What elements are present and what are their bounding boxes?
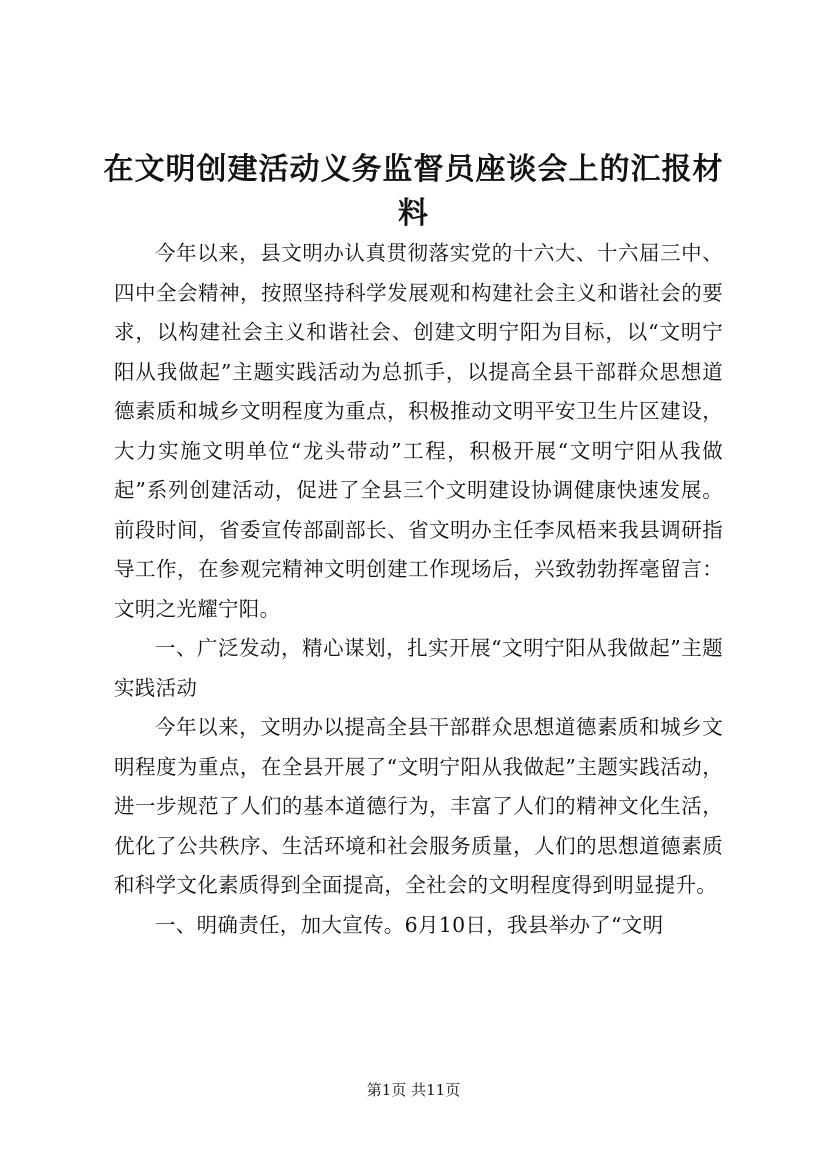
- section-1-paragraph: 今年以来，文明办以提高全县干部群众思想道德素质和城乡文明程度为重点，在全县开展了“文明宁阳从我做起”主题实践活动，进一步规范了人们的基本道德行为，丰富了人们的精神文化生活，优化了公共秩序、生活环境和社会服务质量，人们的思想道德素质和科学文化素质得到全面提高，全社会的文明程度得到明显提升。: [114, 715, 723, 897]
- page-number-footer: 第1页 共11页: [366, 1081, 461, 1099]
- subsection-paragraph: 一、明确责任，加大宣传。6月10日，我县举办了“文明: [155, 912, 664, 937]
- document-body: [114, 234, 723, 945]
- intro-paragraph: 今年以来，县文明办认真贯彻落实党的十六大、十六届三中、四中全会精神，按照坚持科学发展观和构建社会主义和谐社会的要求，以构建社会主义和谐社会、创建文明宁阳为目标，以“文明宁阳从我做起”主题实践活动为总抓手，以提高全县干部群众思想道德素质和城乡文明程度为重点，积极推动文明平安卫生片区建设，大力实施文明单位“龙头带动”工程，积极开展“文明宁阳从我做起”系列创建活动，促进了全县三个文明建设协调健康快速发展。前段时间，省委宣传部副部长、省文明办主任李凤梧来我县调研指导工作，在参观完精神文明创建工作现场后，兴致勃勃挥毫留言：文明之光耀宁阳。: [114, 241, 723, 621]
- section-heading-1: 一、广泛发动，精心谋划，扎实开展“文明宁阳从我做起”主题实践活动: [114, 636, 723, 700]
- document-title: 在文明创建活动义务监督员座谈会上的汇报材料: [103, 152, 724, 231]
